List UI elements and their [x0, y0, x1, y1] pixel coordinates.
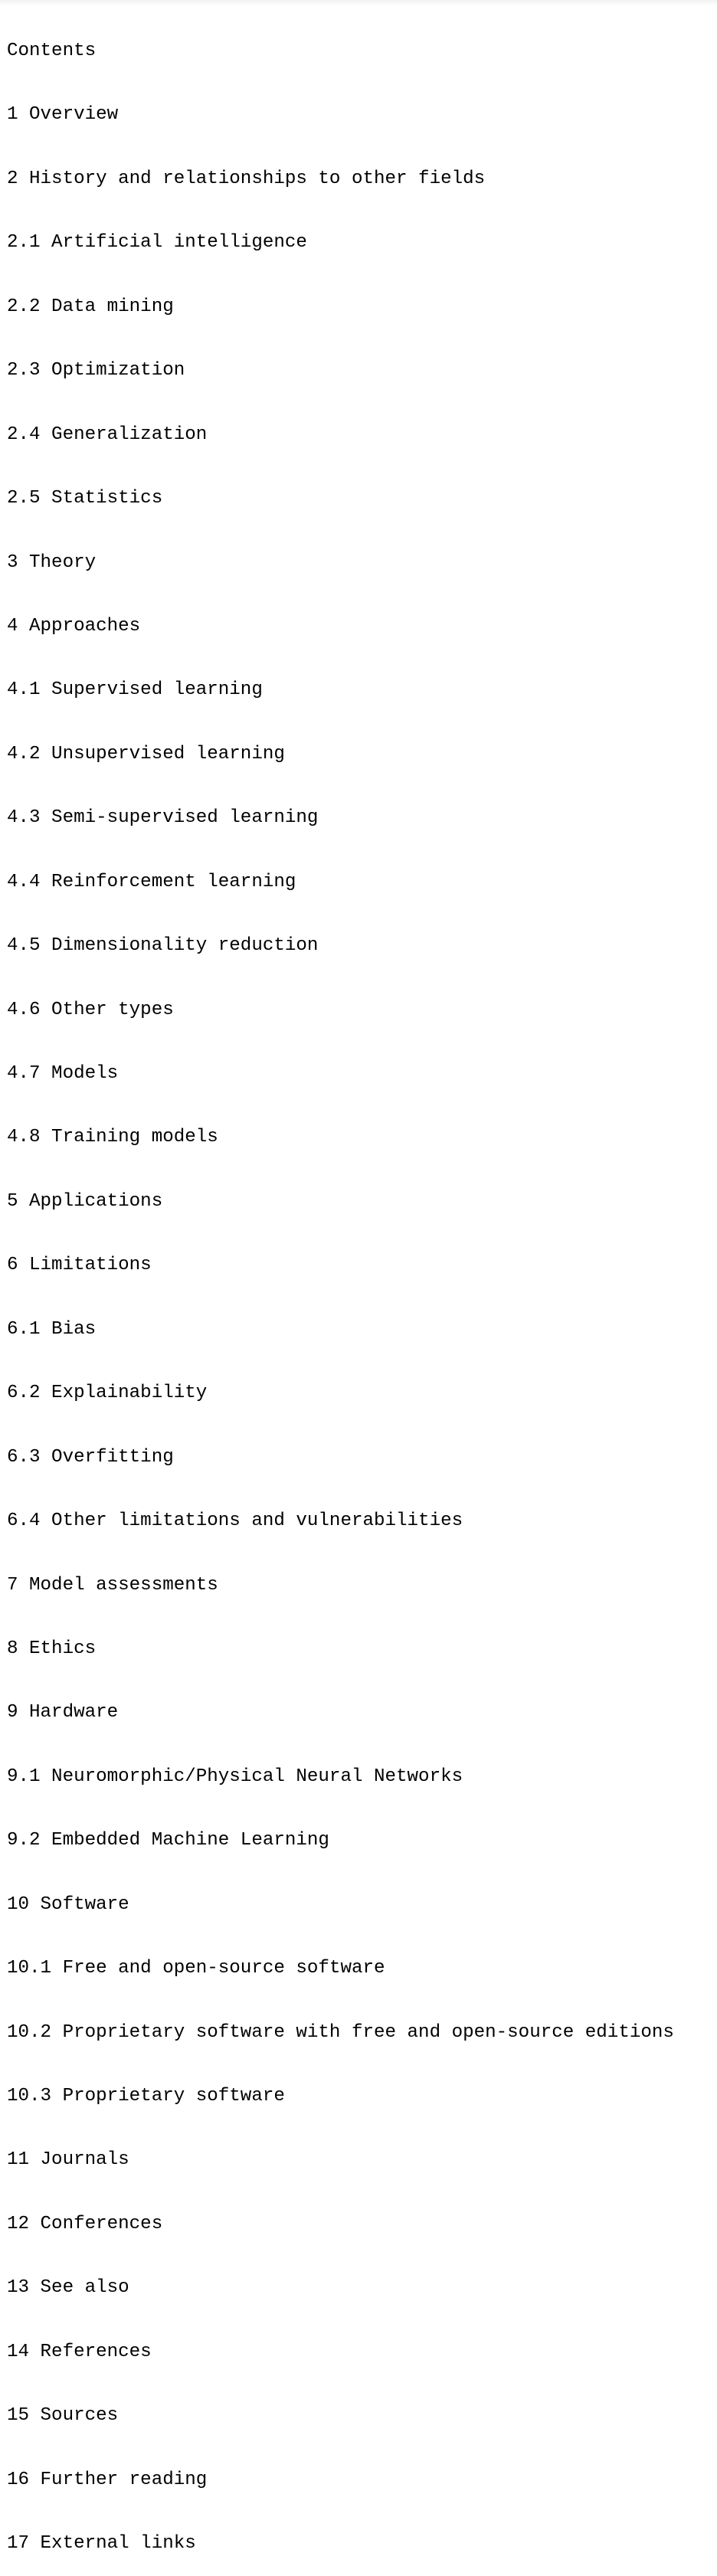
toc-item-further-reading[interactable]: 16 Further reading — [7, 2469, 208, 2490]
toc-item-foss[interactable]: 10.1 Free and open-source software — [7, 1958, 385, 1979]
toc-item-training-models[interactable]: 4.8 Training models — [7, 1127, 218, 1148]
toc-item-other-types[interactable]: 4.6 Other types — [7, 999, 174, 1020]
toc-item-statistics[interactable]: 2.5 Statistics — [7, 488, 163, 509]
toc-item-reinforcement-learning[interactable]: 4.4 Reinforcement learning — [7, 871, 296, 892]
toc-item-overfitting[interactable]: 6.3 Overfitting — [7, 1446, 174, 1468]
table-of-contents — [7, 0, 674, 2576]
toc-item-applications[interactable]: 5 Applications — [7, 1190, 163, 1212]
toc-item-journals[interactable]: 11 Journals — [7, 2149, 129, 2171]
toc-item-bias[interactable]: 6.1 Bias — [7, 1318, 97, 1340]
toc-item-artificial-intelligence[interactable]: 2.1 Artificial intelligence — [7, 232, 307, 254]
toc-item-history[interactable]: 2 History and relationships to other fields — [7, 168, 486, 189]
toc-item-proprietary-foss-editions[interactable]: 10.2 Proprietary software with free and open-source editions — [7, 2021, 674, 2043]
toc-item-proprietary-software[interactable]: 10.3 Proprietary software — [7, 2086, 285, 2106]
toc-item-models[interactable]: 4.7 Models — [7, 1063, 119, 1084]
toc-item-explainability[interactable]: 6.2 Explainability — [7, 1383, 208, 1404]
toc-item-optimization[interactable]: 2.3 Optimization — [7, 360, 185, 381]
toc-item-see-also[interactable]: 13 See also — [7, 2277, 129, 2299]
toc-item-ethics[interactable]: 8 Ethics — [7, 1638, 97, 1659]
toc-item-overview[interactable]: 1 Overview — [7, 104, 119, 126]
toc-item-unsupervised-learning[interactable]: 4.2 Unsupervised learning — [7, 743, 285, 764]
toc-item-references[interactable]: 14 References — [7, 2341, 152, 2362]
toc-item-conferences[interactable]: 12 Conferences — [7, 2213, 163, 2234]
toc-item-hardware[interactable]: 9 Hardware — [7, 1702, 119, 1723]
toc-item-limitations[interactable]: 6 Limitations — [7, 1255, 152, 1276]
toc-item-theory[interactable]: 3 Theory — [7, 552, 97, 573]
toc-item-supervised-learning[interactable]: 4.1 Supervised learning — [7, 679, 263, 701]
toc-item-sources[interactable]: 15 Sources — [7, 2405, 119, 2427]
toc-title: Contents — [7, 41, 97, 61]
toc-item-data-mining[interactable]: 2.2 Data mining — [7, 296, 174, 317]
toc-item-external-links[interactable]: 17 External links — [7, 2533, 196, 2555]
toc-item-embedded-ml[interactable]: 9.2 Embedded Machine Learning — [7, 1830, 329, 1851]
toc-item-approaches[interactable]: 4 Approaches — [7, 615, 141, 637]
toc-item-dimensionality-reduction[interactable]: 4.5 Dimensionality reduction — [7, 935, 319, 957]
toc-item-other-limitations[interactable]: 6.4 Other limitations and vulnerabilities — [7, 1511, 463, 1532]
toc-item-generalization[interactable]: 2.4 Generalization — [7, 424, 208, 445]
toc-item-model-assessments[interactable]: 7 Model assessments — [7, 1574, 218, 1596]
toc-item-neuromorphic-networks[interactable]: 9.1 Neuromorphic/Physical Neural Networks — [7, 1766, 463, 1787]
toc-item-software[interactable]: 10 Software — [7, 1894, 129, 1915]
toc-item-semi-supervised-learning[interactable]: 4.3 Semi-supervised learning — [7, 807, 319, 829]
